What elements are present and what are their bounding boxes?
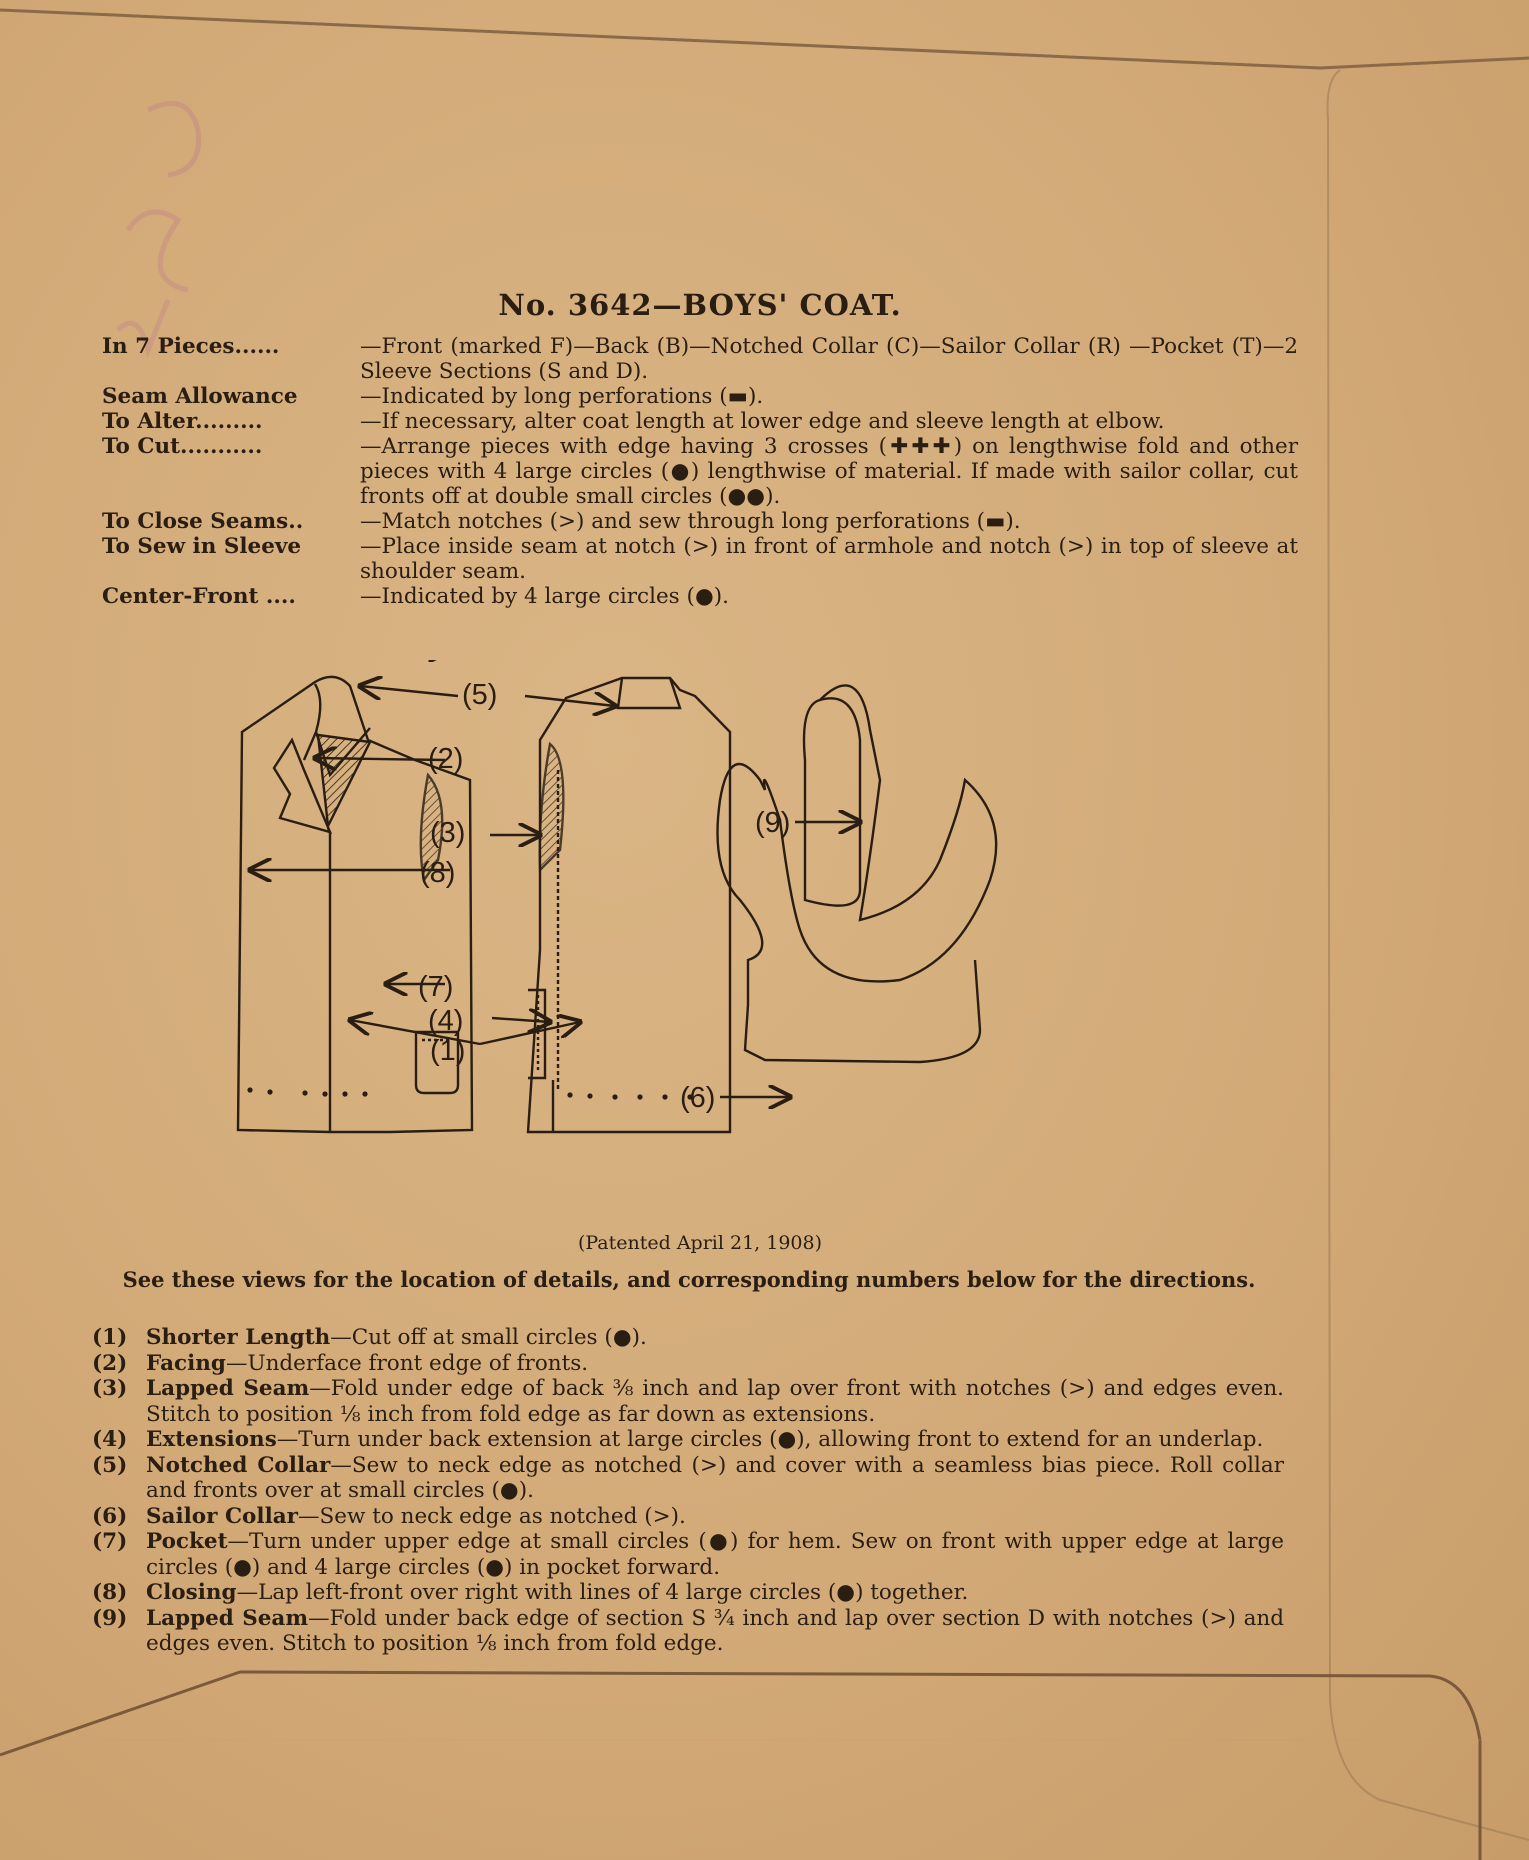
spec-label: In 7 Pieces...... — [102, 334, 280, 359]
spec-row — [102, 334, 1298, 384]
pattern-title: No. 3642—BOYS' COAT. — [498, 288, 902, 322]
spec-row — [102, 409, 1298, 434]
direction-number: (7) — [92, 1529, 128, 1554]
label-4: (4) — [428, 1005, 464, 1037]
spec-text: —Indicated by 4 large circles (●). — [360, 584, 729, 609]
spec-label: To Sew in Sleeve — [102, 534, 302, 559]
direction-item — [92, 1529, 1284, 1580]
patent-note: (Patented April 21, 1908) — [577, 1232, 823, 1254]
direction-text: —Underface front edge of fronts. — [225, 1350, 589, 1376]
direction-text: —Fold under edge of back ⅜ inch and lap over front with notches (>) and edges even. Stitch to position ⅛ inch from fold edge as far down as extensions. — [146, 1376, 1285, 1427]
see-views-heading: See these views for the location of details, and corresponding numbers below for the directions. — [122, 1267, 1256, 1292]
back-view — [528, 678, 730, 1132]
spec-row — [102, 509, 1298, 534]
direction-number: (2) — [92, 1350, 128, 1376]
spec-label: Center-Front .... — [102, 584, 296, 609]
direction-item — [92, 1504, 1284, 1530]
label-2: (2) — [428, 743, 464, 775]
direction-number: (1) — [92, 1325, 128, 1350]
sailor-collar-view — [718, 685, 997, 1062]
label-5: (5) — [462, 679, 498, 711]
direction-heading: Lapped Seam — [146, 1376, 310, 1401]
direction-heading: Sailor Collar — [146, 1503, 298, 1529]
direction-item — [92, 1427, 1284, 1453]
direction-heading: Facing — [146, 1350, 226, 1376]
direction-number: (8) — [92, 1580, 128, 1605]
directions-list — [92, 1325, 1284, 1657]
direction-number: (5) — [92, 1452, 128, 1478]
spec-text: —Indicated by long perforations (▬). — [360, 384, 764, 409]
direction-number: (3) — [92, 1376, 128, 1401]
pattern-specifications — [102, 334, 1298, 609]
direction-item — [92, 1606, 1284, 1657]
spec-text: —Front (marked F)—Back (B)—Notched Collar (C)—Sailor Collar (R) —Pocket (T)—2 Sleeve Sections (S and D). — [360, 334, 1298, 384]
spec-label: To Cut........... — [102, 434, 263, 459]
direction-heading: Extensions — [146, 1427, 277, 1452]
spec-row — [102, 384, 1298, 409]
direction-text: —Sew to neck edge as notched (>). — [298, 1503, 686, 1529]
direction-text: —Turn under upper edge at small circles (●) for hem. Sew on front with upper edge at large circles (●) and 4 large circles (●) in pocket forward. — [146, 1529, 1284, 1580]
direction-text: —Lap left-front over right with lines of 4 large circles (●) together. — [236, 1580, 969, 1605]
direction-item — [92, 1580, 1284, 1606]
spec-text: —If necessary, alter coat length at lower edge and sleeve length at elbow. — [360, 409, 1165, 434]
direction-text: —Fold under back edge of section S ¾ inch and lap over section D with notches (>) and edges even. Stitch to position ⅛ inch from fold edge. — [146, 1605, 1285, 1656]
label-8: (8) — [420, 857, 456, 889]
spec-row — [102, 434, 1298, 509]
spec-row — [102, 534, 1298, 584]
label-7: (7) — [418, 971, 454, 1003]
spec-label: To Alter......... — [102, 409, 263, 434]
label-9: (9) — [755, 807, 791, 839]
spec-label: To Close Seams.. — [102, 509, 304, 534]
diagram-arrows — [250, 660, 860, 1097]
direction-heading: Pocket — [146, 1529, 228, 1554]
label-6: (6) — [680, 1082, 716, 1114]
label-3: (3) — [430, 817, 466, 849]
direction-heading: Lapped Seam — [146, 1605, 309, 1631]
direction-text: —Turn under back extension at large circles (●), allowing front to extend for an underlap. — [276, 1427, 1264, 1452]
spec-text: —Match notches (>) and sew through long perforations (▬). — [360, 509, 1021, 534]
spec-text: —Place inside seam at notch (>) in front of armhole and notch (>) in top of sleeve at shoulder seam. — [360, 534, 1298, 584]
direction-item — [92, 1351, 1284, 1377]
direction-number: (6) — [92, 1503, 128, 1529]
direction-text: —Sew to neck edge as notched (>) and cover with a seamless bias piece. Roll collar and fronts over at small circles (●). — [146, 1452, 1284, 1503]
label-1: (1) — [430, 1035, 466, 1067]
direction-number: (9) — [92, 1605, 128, 1631]
direction-heading: Shorter Length — [146, 1325, 331, 1350]
direction-item — [92, 1325, 1284, 1351]
direction-item — [92, 1376, 1284, 1427]
spec-text: —Arrange pieces with edge having 3 crosses (✚✚✚) on lengthwise fold and other pieces with 4 large circles (●) lengthwise of material. If made with sailor collar, cut fronts off at double small circles (●●). — [360, 434, 1298, 509]
direction-number: (4) — [92, 1427, 128, 1452]
spec-row — [102, 584, 1298, 609]
direction-heading: Notched Collar — [146, 1452, 331, 1478]
direction-item — [92, 1453, 1284, 1504]
coat-diagram — [220, 660, 1170, 1220]
direction-text: —Cut off at small circles (●). — [330, 1325, 647, 1350]
direction-heading: Closing — [146, 1580, 237, 1605]
spec-label: Seam Allowance — [102, 384, 298, 409]
